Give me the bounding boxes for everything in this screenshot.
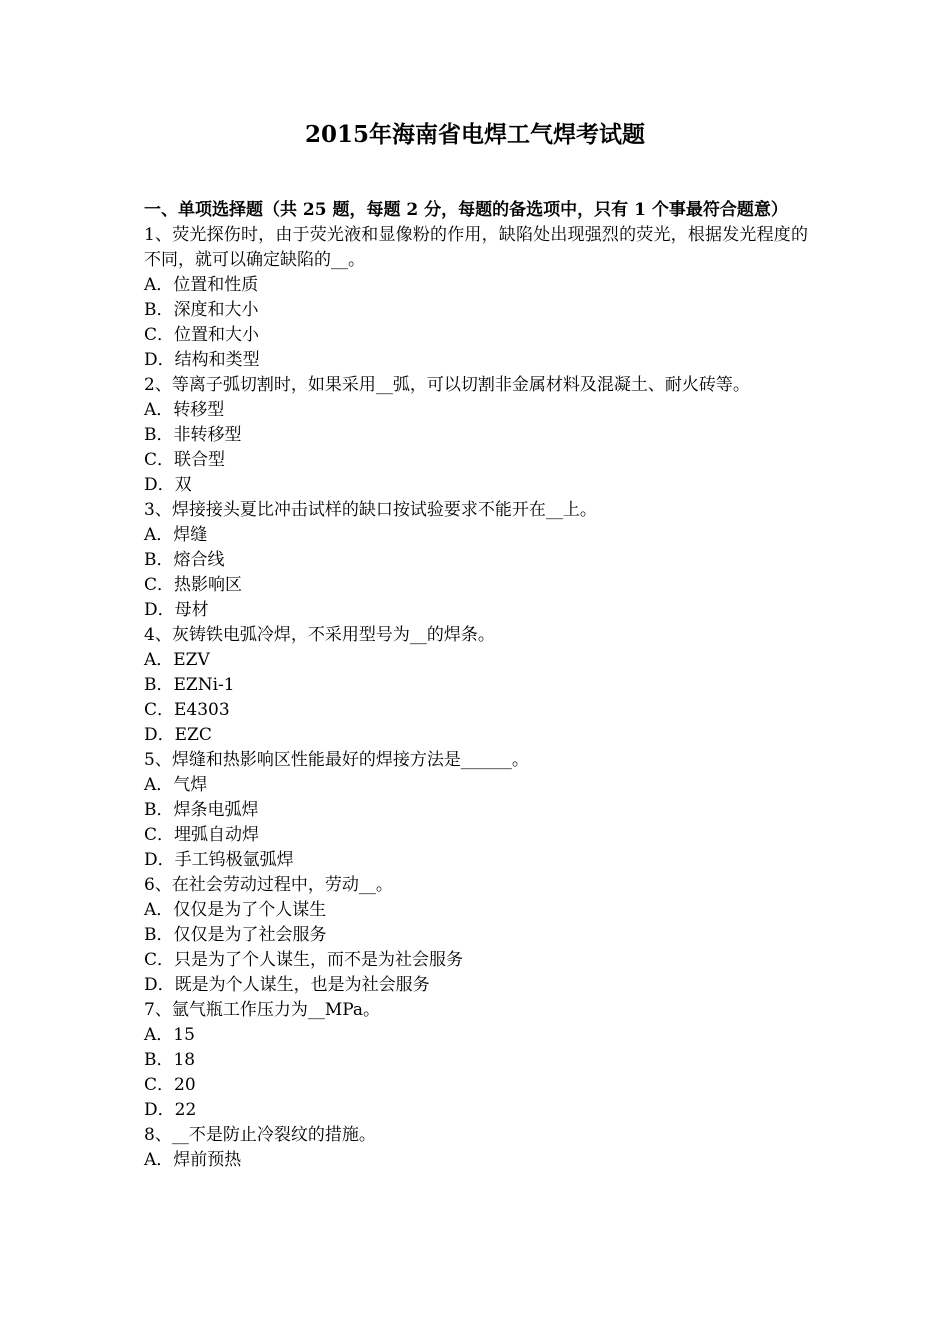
question-4-option-a: A．EZV [144, 650, 210, 670]
question-6-option-c: C．只是为了个人谋生，而不是为社会服务 [144, 950, 464, 970]
question-8: 8、__不是防止冷裂纹的措施。 [144, 1125, 376, 1145]
question-1-option-b: B．深度和大小 [144, 300, 259, 320]
document-body [144, 198, 808, 1173]
question-6-option-a: A．仅仅是为了个人谋生 [144, 900, 327, 920]
question-1-option-a: A．位置和性质 [144, 275, 259, 295]
question-3: 3、焊接接头夏比冲击试样的缺口按试验要求不能开在__上。 [144, 500, 597, 520]
question-1-option-d: D．结构和类型 [144, 350, 260, 370]
question-7-option-d: D．22 [144, 1100, 197, 1120]
question-1-option-c: C．位置和大小 [144, 325, 260, 345]
question-2-option-a: A．转移型 [144, 400, 225, 420]
question-6: 6、在社会劳动过程中，劳动__。 [144, 875, 393, 895]
question-4-option-c: C．E4303 [144, 700, 230, 720]
question-3-option-c: C．热影响区 [144, 575, 243, 595]
question-2-option-d: D．双 [144, 475, 192, 495]
question-5-option-a: A．气焊 [144, 775, 208, 795]
document-title: 2015年海南省电焊工气焊考试题 [304, 121, 645, 148]
question-6-option-b: B．仅仅是为了社会服务 [144, 925, 327, 945]
question-4: 4、灰铸铁电弧冷焊，不采用型号为__的焊条。 [144, 625, 495, 645]
question-2-option-c: C．联合型 [144, 450, 226, 470]
question-1: 1、荧光探伤时，由于荧光液和显像粉的作用，缺陷处出现强烈的荧光，根据发光程度的不同，就可以确定缺陷的__。 [144, 225, 808, 270]
question-6-option-d: D．既是为个人谋生，也是为社会服务 [144, 975, 430, 995]
question-8-option-a: A．焊前预热 [144, 1150, 242, 1170]
question-4-option-d: D．EZC [144, 725, 212, 745]
question-7-option-b: B．18 [144, 1050, 196, 1070]
question-7-option-c: C．20 [144, 1075, 196, 1095]
question-4-option-b: B．EZNi-1 [144, 675, 235, 695]
question-7-option-a: A．15 [144, 1025, 195, 1045]
question-5-option-c: C．埋弧自动焊 [144, 825, 260, 845]
question-5-option-d: D．手工钨极氩弧焊 [144, 850, 294, 870]
question-7: 7、氩气瓶工作压力为__MPa。 [144, 1000, 381, 1020]
question-2-option-b: B．非转移型 [144, 425, 242, 445]
question-2: 2、等离子弧切割时，如果采用__弧，可以切割非金属材料及混凝土、耐火砖等。 [144, 375, 750, 395]
question-3-option-a: A．焊缝 [144, 525, 208, 545]
question-5-option-b: B．焊条电弧焊 [144, 800, 259, 820]
question-5: 5、焊缝和热影响区性能最好的焊接方法是______。 [144, 750, 529, 770]
section-heading: 一、单项选择题（共 25 题，每题 2 分，每题的备选项中，只有 1 个事最符合题意） [144, 200, 788, 220]
question-3-option-d: D．母材 [144, 600, 209, 620]
question-3-option-b: B．熔合线 [144, 550, 225, 570]
